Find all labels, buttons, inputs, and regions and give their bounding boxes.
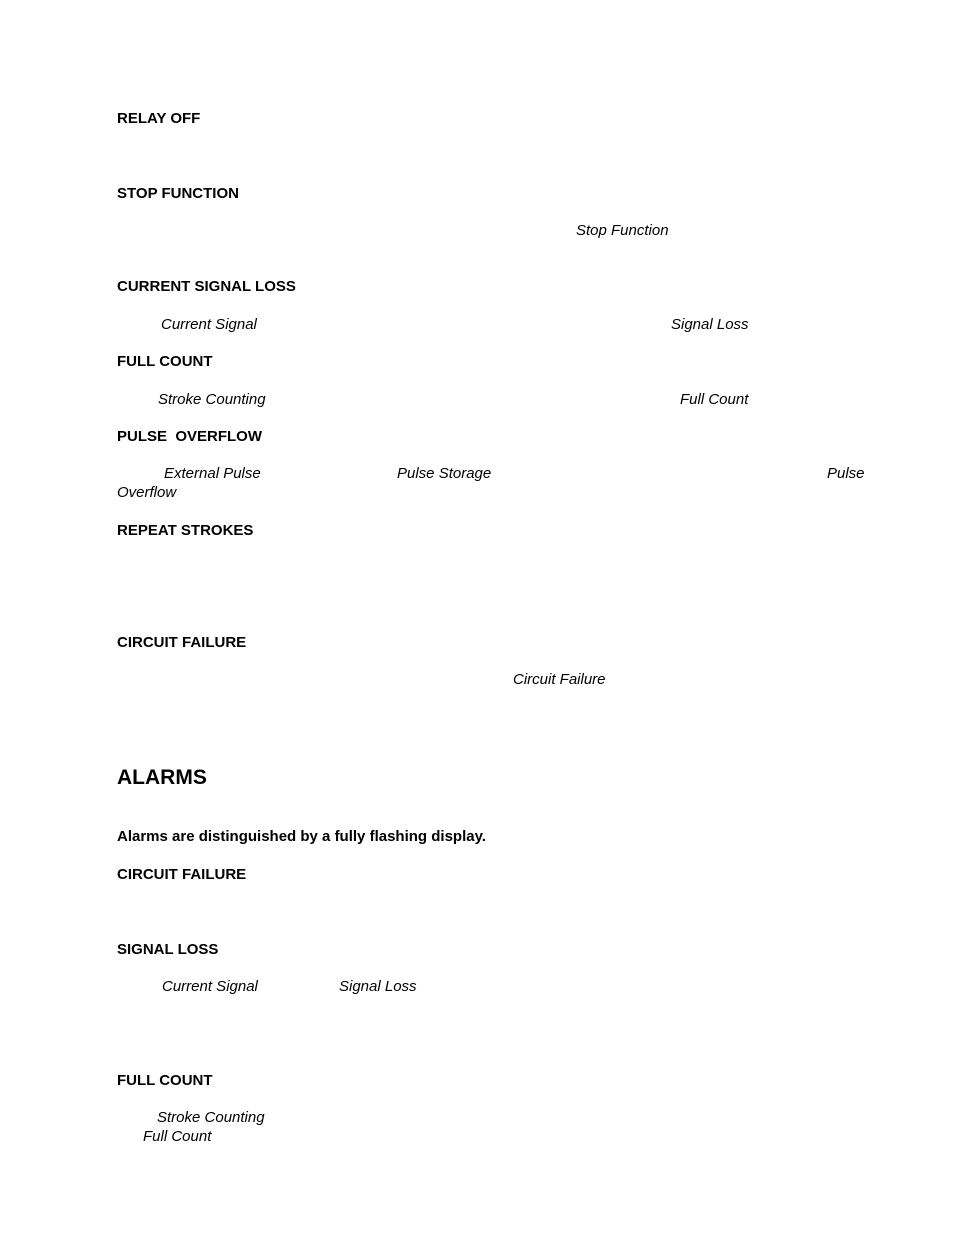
alarm-heading-circuit-failure: CIRCUIT FAILURE [117,866,247,883]
alarm-term-full-count: Full Count [143,1128,212,1145]
term-pulse: Pulse [827,465,865,482]
heading-stop-function: STOP FUNCTION [117,185,239,202]
term-stroke-counting: Stroke Counting [158,391,266,408]
term-circuit-failure: Circuit Failure [513,671,606,688]
heading-repeat-strokes: REPEAT STROKES [117,522,254,539]
heading-circuit-failure: CIRCUIT FAILURE [117,634,247,651]
alarm-term-current-signal: Current Signal [162,978,258,995]
term-stop-function: Stop Function [576,222,669,239]
term-overflow: Overflow [117,484,177,501]
term-full-count: Full Count [680,391,749,408]
term-signal-loss: Signal Loss [671,316,749,333]
alarm-term-signal-loss: Signal Loss [339,978,417,995]
term-pulse-storage: Pulse Storage [397,465,492,482]
term-external-pulse: External Pulse [164,465,261,482]
alarm-heading-signal-loss: SIGNAL LOSS [117,941,219,958]
alarm-heading-full-count: FULL COUNT [117,1072,213,1089]
heading-current-signal-loss: CURRENT SIGNAL LOSS [117,278,296,295]
term-current-signal: Current Signal [161,316,257,333]
heading-pulse-overflow: PULSE OVERFLOW [117,428,263,445]
alarms-title: ALARMS [117,766,207,789]
heading-relay-off: RELAY OFF [117,110,201,127]
alarm-term-stroke-counting: Stroke Counting [157,1109,265,1126]
alarms-intro: Alarms are distinguished by a fully flashing display. [117,828,486,845]
heading-full-count: FULL COUNT [117,353,213,370]
